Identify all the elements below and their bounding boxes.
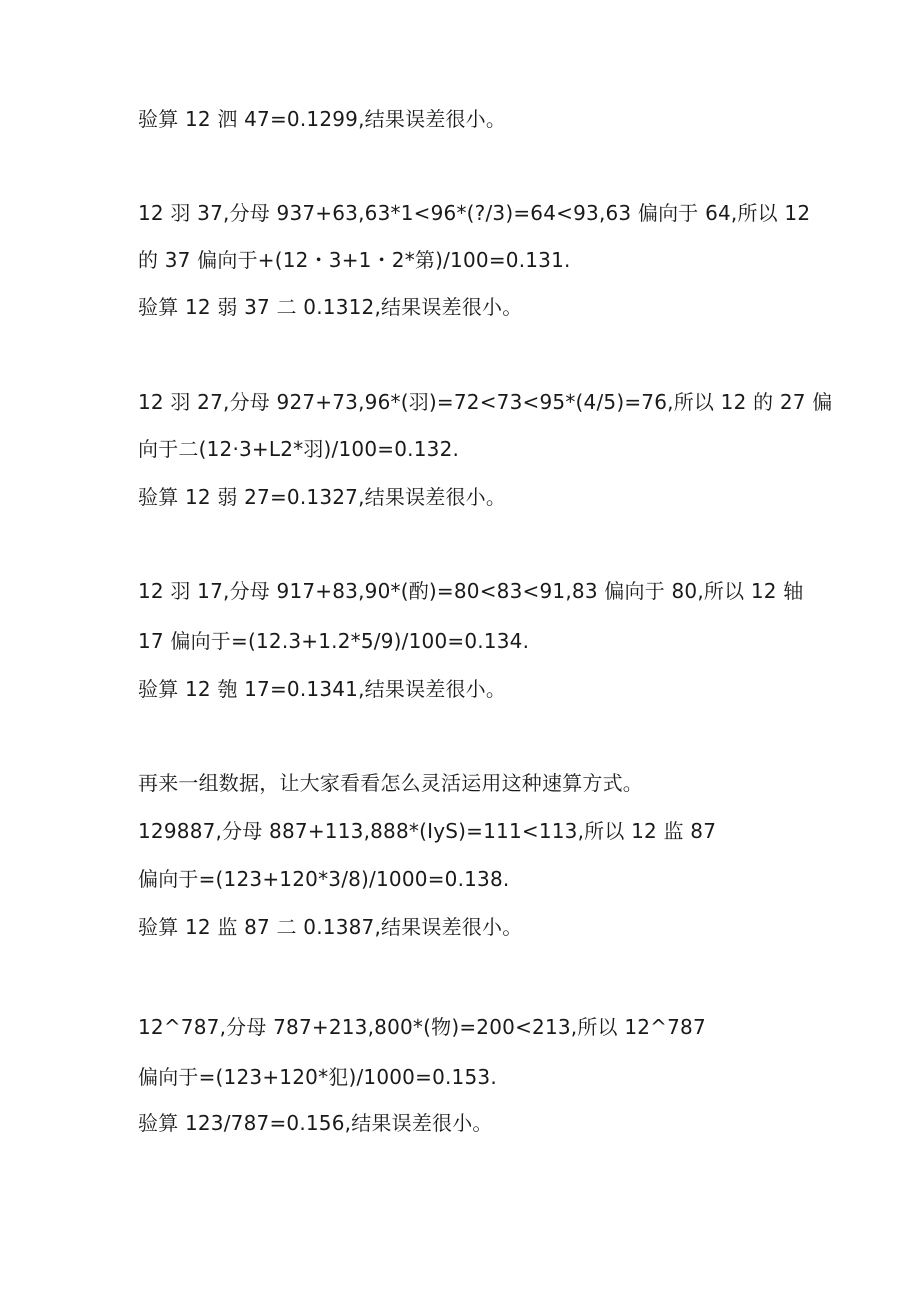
text-line: 12 羽 37,分母 937+63,63*1<96*(?/3)=64<93,63 偏向于 64,所以 12 [138,201,811,225]
text-line: 12^787,分母 787+213,800*(物)=200<213,所以 12^787 [138,1015,706,1039]
text-line: 再来一组数据，让大家看看怎么灵活运用这种速算方式。 [138,771,643,795]
text-line: 12 羽 27,分母 927+73,96*(羽)=72<73<95*(4/5)=76,所以 12 的 27 偏 [138,390,833,414]
text-line: 偏向于=(123+120*3/8)/1000=0.138. [138,867,510,891]
text-line: 验算 12 泗 47=0.1299,结果误差很小。 [138,107,507,131]
text-line: 12 羽 17,分母 917+83,90*(酌)=80<83<91,83 偏向于 80,所以 12 轴 [138,579,804,603]
text-line: 的 37 偏向于+(12・3+1・2*第)/100=0.131. [138,248,571,272]
text-line: 17 偏向于=(12.3+1.2*5/9)/100=0.134. [138,629,530,653]
text-line: 验算 12 监 87 二 0.1387,结果误差很小。 [138,915,523,939]
text-line: 偏向于=(123+120*犯)/1000=0.153. [138,1065,497,1089]
text-line: 129887,分母 887+113,888*(IyS)=111<113,所以 12 监 87 [138,819,717,843]
text-line: 验算 12 弱 37 二 0.1312,结果误差很小。 [138,295,523,319]
text-line: 验算 123/787=0.156,结果误差很小。 [138,1111,493,1135]
text-line: 验算 12 匏 17=0.1341,结果误差很小。 [138,677,507,701]
text-line: 验算 12 弱 27=0.1327,结果误差很小。 [138,485,507,509]
text-line: 向于二(12·3+L2*羽)/100=0.132. [138,437,460,461]
